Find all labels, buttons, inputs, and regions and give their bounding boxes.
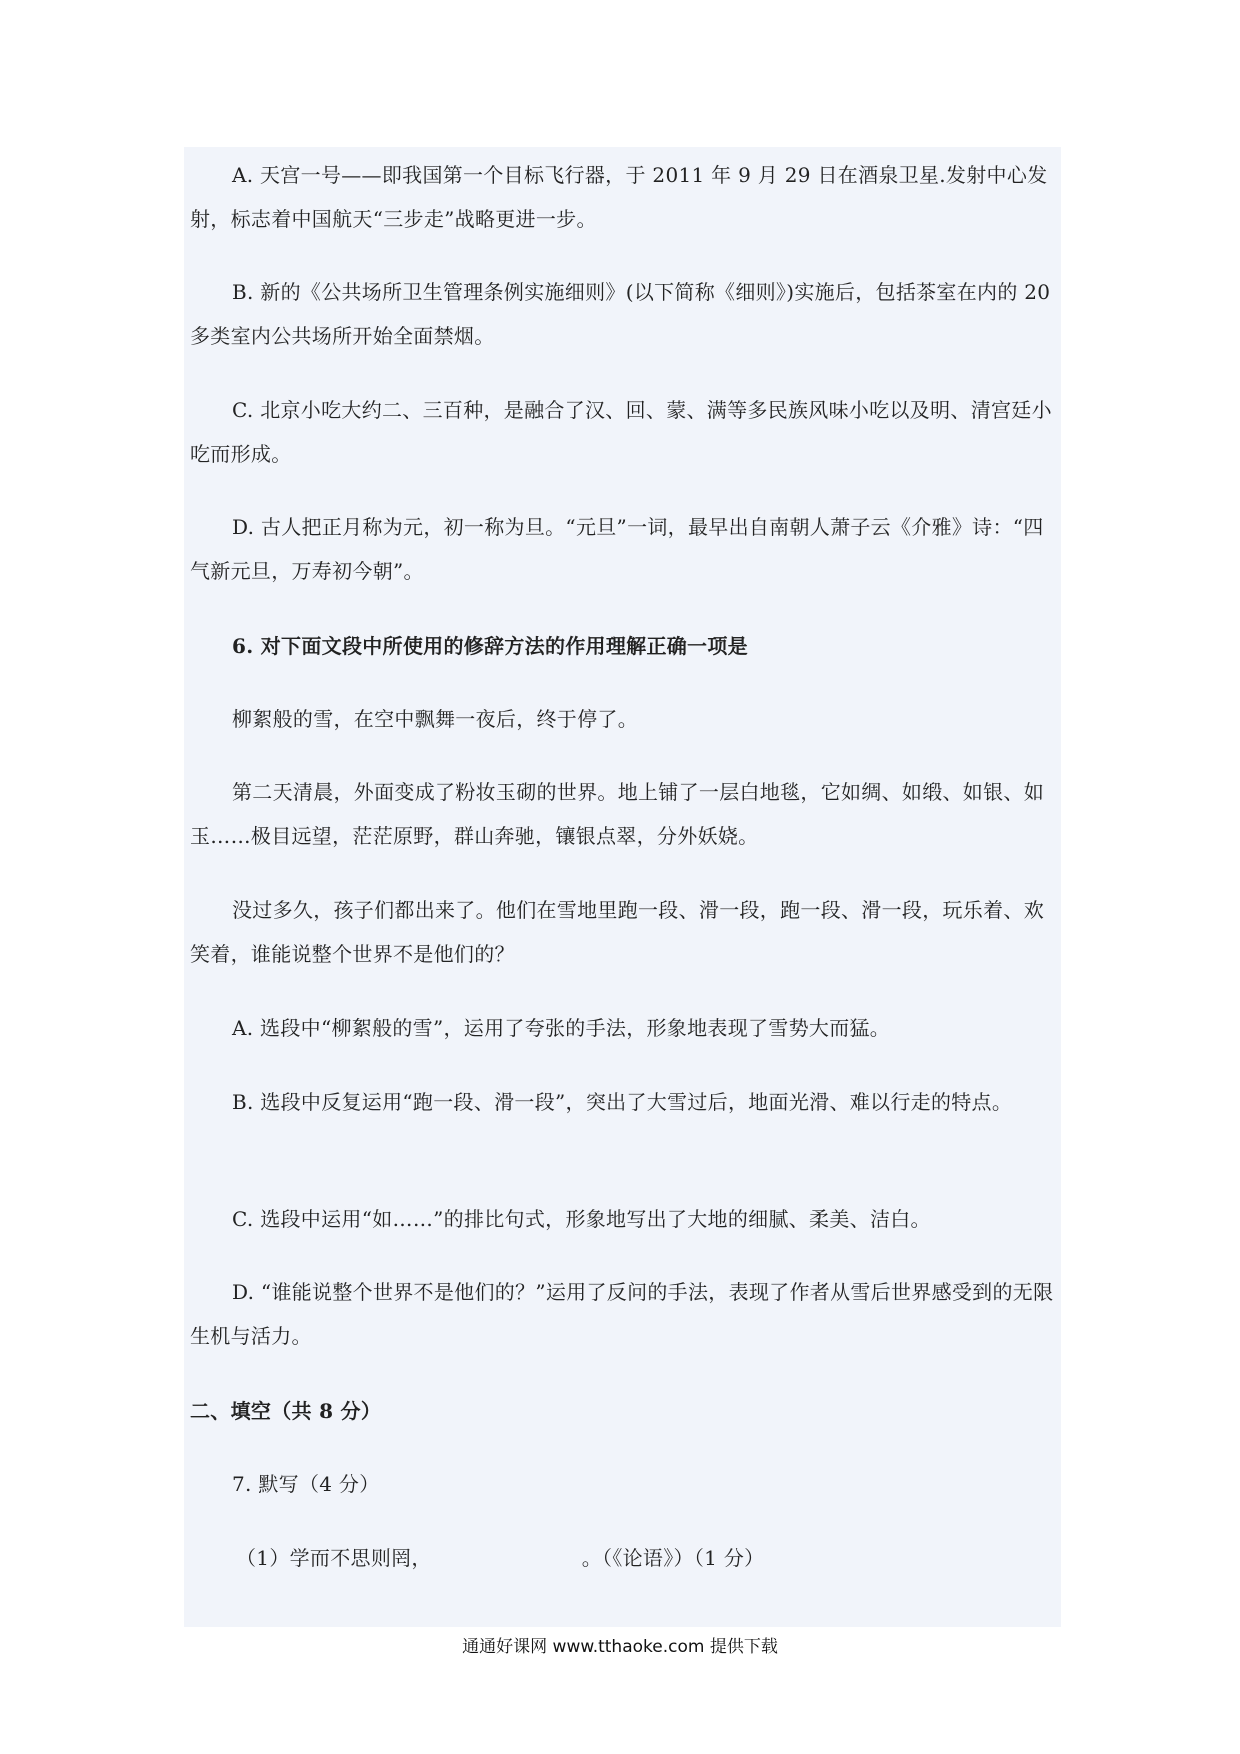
- q6-question: 6. 对下面文段中所使用的修辞方法的作用理解正确一项是: [232, 634, 748, 658]
- footer-watermark: 通通好课网 www.tthaoke.com 提供下载: [462, 1637, 778, 1657]
- q7-item-1: [190, 1536, 1056, 1580]
- q7-item-1-prefix: （1）学而不思则罔，: [236, 1546, 432, 1570]
- q6-passage-1: 柳絮般的雪，在空中飘舞一夜后，终于停了。: [232, 707, 638, 731]
- q5-option-c: C. 北京小吃大约二、三百种，是融合了汉、回、蒙、满等多民族风味小吃以及明、清宫廷小吃而形成。: [190, 398, 1052, 466]
- q6-option-a: A. 选段中“柳絮般的雪”，运用了夸张的手法，形象地表现了雪势大而猛。: [232, 1016, 891, 1040]
- q6-option-c: C. 选段中运用“如……”的排比句式，形象地写出了大地的细腻、柔美、洁白。: [232, 1207, 931, 1231]
- q5-option-b: B. 新的《公共场所卫生管理条例实施细则》(以下简称《细则》)实施后，包括茶室在内的 20 多类室内公共场所开始全面禁烟。: [190, 280, 1051, 348]
- q5-option-d: D. 古人把正月称为元，初一称为旦。“元旦”一词，最早出自南朝人萧子云《介雅》诗：“四气新元旦，万寿初今朝”。: [190, 515, 1044, 583]
- q6-option-b: B. 选段中反复运用“跑一段、滑一段”，突出了大雪过后，地面光滑、难以行走的特点。: [232, 1090, 1013, 1114]
- q6-passage-3: 没过多久，孩子们都出来了。他们在雪地里跑一段、滑一段，跑一段、滑一段，玩乐着、欢笑着，谁能说整个世界不是他们的？: [190, 898, 1044, 966]
- q7-title: 7. 默写（4 分）: [232, 1472, 380, 1496]
- q5-option-a: A. 天宫一号——即我国第一个目标飞行器，于 2011 年 9 月 29 日在酒泉卫星.发射中心发射，标志着中国航天“三步走”战略更进一步。: [190, 163, 1048, 231]
- section-2-heading: 二、填空（共 8 分）: [190, 1399, 382, 1423]
- q6-passage-2: 第二天清晨，外面变成了粉妆玉砌的世界。地上铺了一层白地毯，它如绸、如缎、如银、如玉……极目远望，茫茫原野，群山奔驰，镶银点翠，分外妖娆。: [190, 780, 1044, 848]
- q6-option-d: D. “谁能说整个世界不是他们的？”运用了反问的手法，表现了作者从雪后世界感受到的无限生机与活力。: [190, 1280, 1054, 1348]
- q7-item-1-suffix: 。（《论语》）（1 分）: [581, 1546, 765, 1570]
